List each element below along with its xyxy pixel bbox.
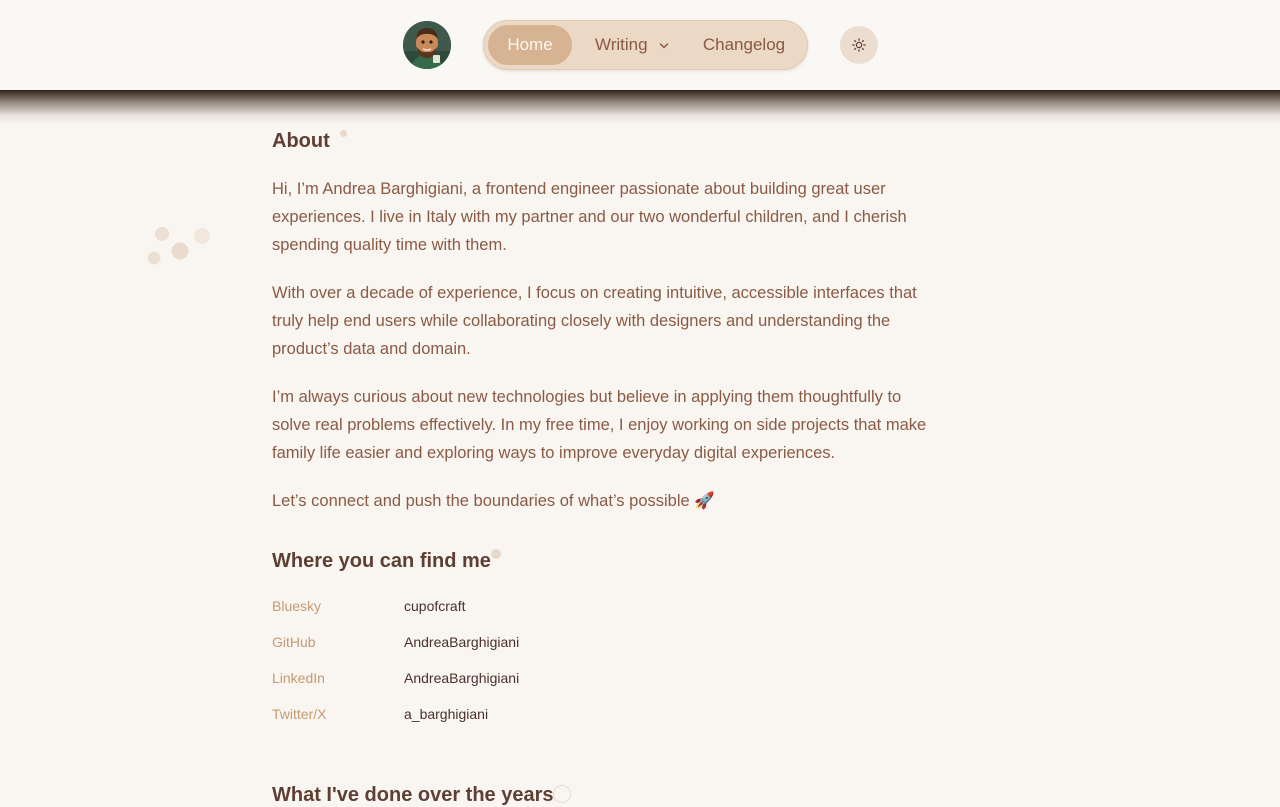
about-paragraph: Let’s connect and push the boundaries of what’s possible 🚀 xyxy=(272,492,715,510)
social-link-row xyxy=(272,670,672,692)
theme-toggle-button[interactable] xyxy=(840,26,878,64)
memoji-avatar-icon[interactable] xyxy=(403,21,451,69)
sun-icon xyxy=(852,38,866,52)
social-platform-link[interactable]: Twitter/X xyxy=(272,706,327,722)
nav-writing-label: Writing xyxy=(595,35,648,54)
about-paragraph: With over a decade of experience, I focus on creating intuitive, accessible interfaces that truly help end users while collaborating closely with designers and understanding the product’s data and domain. xyxy=(272,284,917,358)
social-platform-link[interactable]: LinkedIn xyxy=(272,670,325,686)
social-link-row xyxy=(272,634,672,656)
about-heading: About xyxy=(272,130,330,152)
social-handle[interactable]: a_barghigiani xyxy=(404,706,489,722)
social-link-row xyxy=(272,706,672,728)
site-header xyxy=(0,0,1280,90)
about-paragraph: I’m always curious about new technologies but believe in applying them thoughtfully to solve real problems effectively. In my free time, I enjoy working on side projects that make family life easier and exploring ways to improve everyday digital experiences. xyxy=(272,388,927,462)
years-heading: What I've done over the years xyxy=(272,784,554,806)
about-paragraph: Hi, I’m Andrea Barghigiani, a frontend engineer passionate about building great user experiences. I live in Italy with my partner and our two wonderful children, and I cherish spending quality time with them. xyxy=(272,180,907,254)
nav-writing-dropdown[interactable] xyxy=(582,25,678,65)
social-handle[interactable]: cupofcraft xyxy=(404,598,466,614)
heading-dot-decoration xyxy=(340,130,347,137)
decorative-bubbles-icon xyxy=(144,224,216,270)
nav-home[interactable]: Home xyxy=(488,25,572,65)
heading-dot-decoration xyxy=(491,549,501,559)
find-me-heading: Where you can find me xyxy=(272,550,491,572)
social-platform-link[interactable]: GitHub xyxy=(272,634,316,650)
social-handle[interactable]: AndreaBarghigiani xyxy=(404,634,520,650)
main-nav xyxy=(483,20,808,70)
nav-changelog[interactable]: Changelog xyxy=(702,35,786,54)
social-handle[interactable]: AndreaBarghigiani xyxy=(404,670,520,686)
social-platform-link[interactable]: Bluesky xyxy=(272,598,322,614)
header-shadow xyxy=(0,90,1280,124)
chevron-down-icon xyxy=(659,41,669,51)
heading-dot-decoration xyxy=(553,785,571,803)
social-link-row xyxy=(272,598,672,620)
